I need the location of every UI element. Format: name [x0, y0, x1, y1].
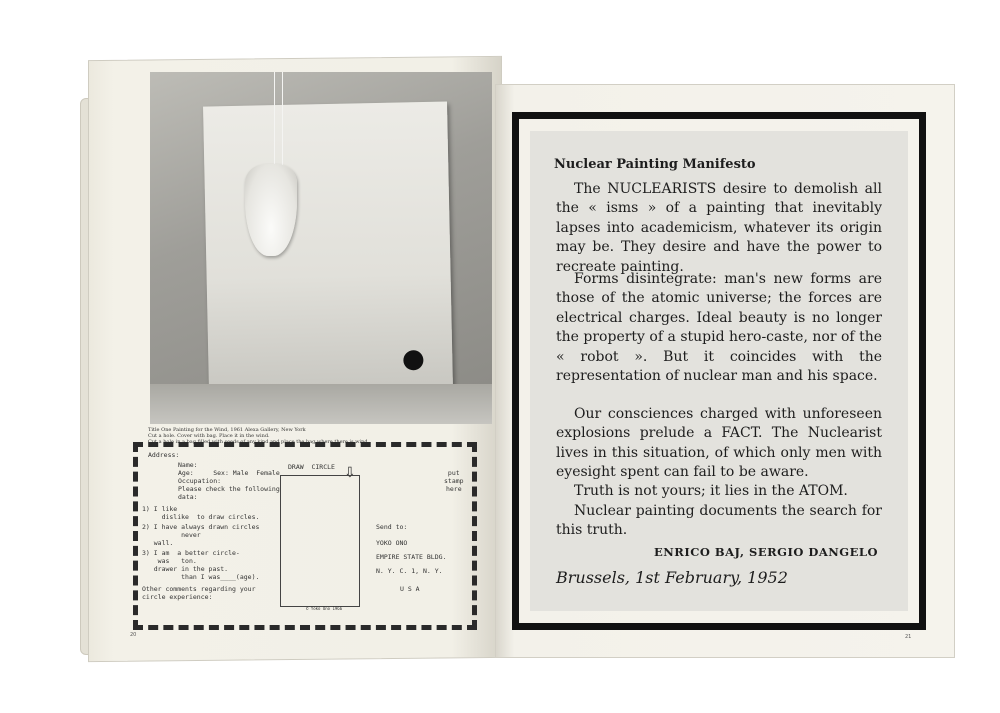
form-address-label: Address:: [148, 451, 180, 459]
caption-line: Cut a hole. Cover with bag. Place it in the wind.: [148, 433, 270, 439]
page-number-right: 21: [905, 634, 912, 640]
form-item-3: 3) I am a better circle- was ton. drawer in the past. than I was____(age).: [142, 549, 260, 581]
canvas-image: [203, 101, 453, 392]
caption-line: Cut a hole in a bag filled with seeds of any kind and place the bag where there is wind.: [148, 439, 370, 445]
manifesto-paragraph: Truth is not yours; it lies in the ATOM.: [574, 483, 848, 499]
response-form: [133, 442, 477, 630]
send-to-address-line: YOKO ONO: [376, 539, 408, 547]
manifesto-title: Nuclear Painting Manifesto: [554, 157, 756, 172]
form-item-2: 2) I have always drawn circles never wall.: [142, 523, 260, 547]
canvas-hole: [403, 350, 423, 370]
manifesto-signature: ENRICO BAJ, SERGIO DANGELO: [654, 545, 878, 559]
draw-circle-label: DRAW CIRCLE: [288, 463, 335, 471]
arrow-down-icon: ⇩: [344, 465, 356, 481]
manifesto-paragraph: Nuclear painting documents the search for this truth.: [556, 503, 882, 539]
form-age-sex: Age: Sex: Male Female: [178, 469, 280, 477]
manifesto-paragraph: The NUCLEARISTS desire to demolish all the « isms » of a painting that inevitably lapses into academicism, whatever its origin may be. They desire and have the power to recreate painting.: [556, 181, 882, 275]
form-item-1: 1) I like dislike to draw circles.: [142, 505, 260, 521]
manifesto-paragraph: Forms disintegrate: man's new forms are those of the atomic universe; the forces are electrical charges. Ideal beauty is no longer the property of a stupid hero-caste, nor of the « robot ». But it coincides with the representation of nuclear man and his space.: [556, 271, 882, 385]
form-credit: © Yoko Ono 1966: [306, 606, 343, 611]
stamp-note: put stamp here: [444, 469, 464, 493]
page-number-left: 20: [130, 632, 137, 638]
send-to-address-line: EMPIRE STATE BLDG.: [376, 553, 447, 561]
draw-circle-box: [280, 475, 360, 607]
bag-string: [282, 72, 283, 167]
form-occupation: Occupation:: [178, 477, 222, 485]
send-to-label: Send to:: [376, 523, 408, 531]
photo-floor: [150, 384, 492, 424]
send-to-address-line: N. Y. C. 1, N. Y.: [376, 567, 443, 575]
send-to-address-line: U S A: [400, 585, 420, 593]
painting-photo: [150, 72, 492, 424]
form-check-note: Please check the following data:: [178, 485, 280, 501]
form-other-comments: Other comments regarding your circle experience:: [142, 585, 256, 601]
caption-line: Title One Painting for the Wind, 1961 Alexa Gallery, New York: [148, 427, 306, 433]
bag-string: [274, 72, 275, 167]
form-name-label: Name:: [178, 461, 198, 469]
manifesto-paragraph: Our consciences charged with unforeseen explosions prelude a FACT. The Nuclearist lives in this situation, of which only men with eyesight spent can fail to be aware.: [556, 406, 882, 481]
manifesto-dateline: Brussels, 1st February, 1952: [556, 568, 788, 587]
